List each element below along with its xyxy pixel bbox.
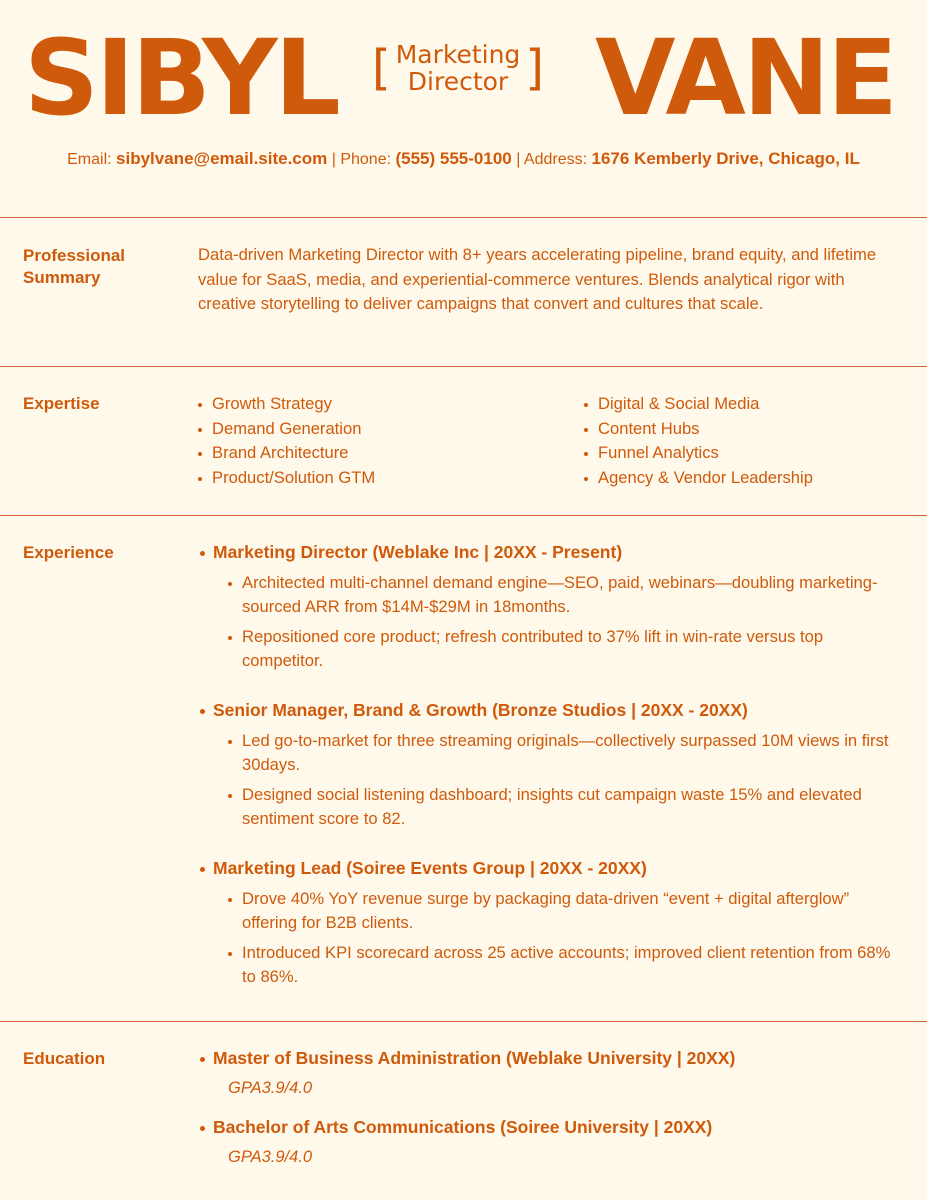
job-title: Senior Manager, Brand & Growth (Bronze Studios | 20XX - 20XX) xyxy=(198,698,898,723)
role-line-1: Marketing xyxy=(395,40,521,69)
expertise-item: Product/Solution GTM xyxy=(198,466,375,491)
job-bullet: Introduced KPI scorecard across 25 active accounts; improved client retention from 68% to 86%. xyxy=(228,941,898,989)
expertise-item: Content Hubs xyxy=(584,417,813,442)
expertise-list-left xyxy=(198,392,375,490)
job-title: Marketing Director (Weblake Inc | 20XX - Present) xyxy=(198,540,898,565)
gpa: GPA3.9/4.0 xyxy=(228,1148,313,1166)
divider xyxy=(0,1021,927,1022)
last-name: VANE xyxy=(595,17,895,139)
job-title: Marketing Lead (Soiree Events Group | 20XX - 20XX) xyxy=(198,856,898,881)
education-entry xyxy=(198,1046,898,1100)
job-bullets xyxy=(228,887,898,989)
divider xyxy=(0,217,927,218)
divider xyxy=(0,515,927,516)
job-bullet: Architected multi-channel demand engine—SEO, paid, webinars—doubling marketing-sourced ARR from $14M-$29M in 18months. xyxy=(228,571,898,619)
phone-label: | Phone: xyxy=(331,151,392,168)
summary-heading: Professional Summary xyxy=(23,246,126,287)
experience-heading: Experience xyxy=(23,543,114,562)
job-bullets xyxy=(228,729,898,831)
expertise-heading: Expertise xyxy=(23,394,100,413)
expertise-list-right xyxy=(584,392,813,490)
address-label: | Address: xyxy=(516,151,588,168)
job-entry xyxy=(198,540,898,673)
address-value: 1676 Kemberly Drive, Chicago, IL xyxy=(591,149,860,168)
job-bullet: Repositioned core product; refresh contributed to 37% lift in win-rate versus top competitor. xyxy=(228,625,898,673)
expertise-item: Agency & Vendor Leadership xyxy=(584,466,813,491)
gpa: GPA3.9/4.0 xyxy=(228,1079,313,1097)
job-bullet: Designed social listening dashboard; insights cut campaign waste 15% and elevated sentiment score to 82. xyxy=(228,783,898,831)
education-heading: Education xyxy=(23,1049,106,1068)
expertise-item: Growth Strategy xyxy=(198,392,375,417)
first-name: SIBYL xyxy=(24,17,338,139)
expertise-item: Funnel Analytics xyxy=(584,441,813,466)
bracket-right: ] xyxy=(525,40,544,96)
education-entry xyxy=(198,1115,898,1169)
degree-title: Master of Business Administration (Weblake University | 20XX) xyxy=(198,1046,898,1071)
expertise-item: Demand Generation xyxy=(198,417,375,442)
role-line-2: Director xyxy=(407,67,509,96)
bracket-left: [ xyxy=(372,40,391,96)
job-bullet: Drove 40% YoY revenue surge by packaging data‑driven “event + digital afterglow” offering for B2B clients. xyxy=(228,887,898,935)
education-list xyxy=(198,1046,898,1169)
divider xyxy=(0,366,927,367)
email-label: Email: xyxy=(67,151,112,168)
job-entry xyxy=(198,698,898,831)
summary-text: Data-driven Marketing Director with 8+ years accelerating pipeline, brand equity, and lifetime value for SaaS, media, and experiential-commerce ventures. Blends analytical rigor with creative storytelling to deliver campaigns that convert and cultures that scale. xyxy=(198,245,877,313)
job-entry xyxy=(198,856,898,989)
expertise-item: Digital & Social Media xyxy=(584,392,813,417)
experience-list xyxy=(198,540,898,995)
email-value[interactable]: sibylvane@email.site.com xyxy=(116,149,328,168)
job-bullets xyxy=(228,571,898,673)
role-title xyxy=(372,40,544,96)
expertise-item: Brand Architecture xyxy=(198,441,375,466)
degree-title: Bachelor of Arts Communications (Soiree University | 20XX) xyxy=(198,1115,898,1140)
contact-line xyxy=(0,149,927,169)
job-bullet: Led go-to-market for three streaming originals—collectively surpassed 10M views in first 30days. xyxy=(228,729,898,777)
phone-value[interactable]: (555) 555-0100 xyxy=(395,149,512,168)
